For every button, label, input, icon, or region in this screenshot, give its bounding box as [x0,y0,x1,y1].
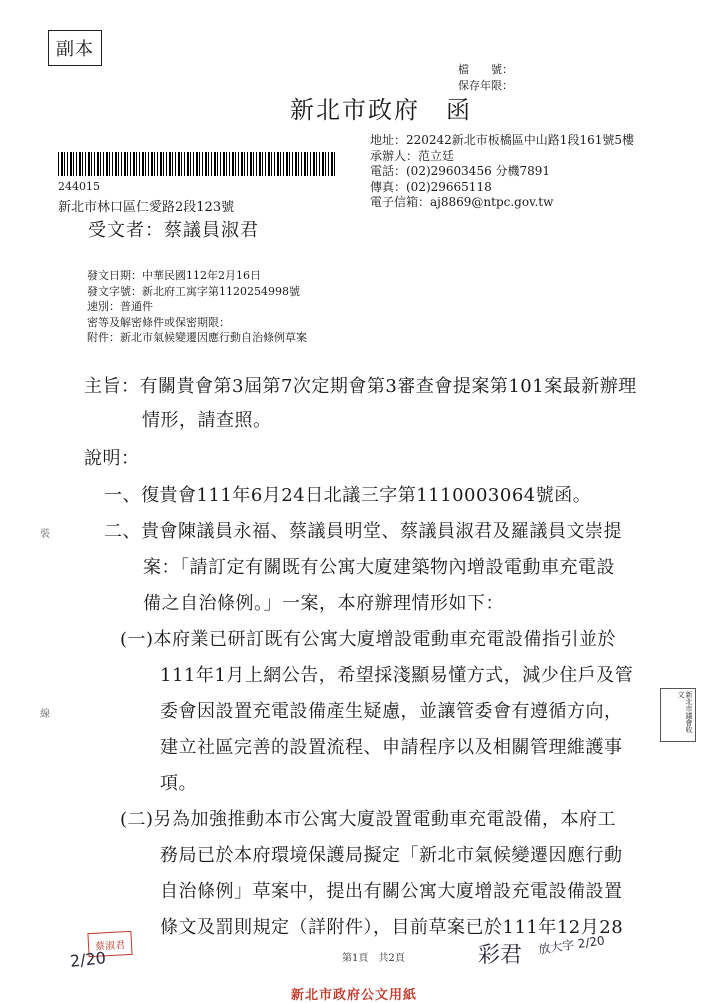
document-title: 新北市政府 函 [290,96,472,124]
sub-item-one-line-1: (一)本府業已研訂既有公寓大廈增設電動車充電設備指引並於 [120,629,617,650]
receiver-address: 新北市林口區仁愛路2段123號 [58,200,235,215]
red-seal-stamp: 蔡淑君 [87,931,132,957]
sub-item-two-line-1: (二)另為加強推動本市公寓大廈設置電動車充電設備，本府工 [120,809,617,830]
sub-item-two-line-2: 務局已於本府環境保護局擬定「新北市氣候變遷因應行動 [160,845,623,866]
explanation-label: 說明： [84,448,140,469]
sub-item-two-line-3: 自治條例」草案中，提出有關公寓大廈增設充電設備設置 [160,881,623,902]
document-number: 發文字號：新北府工寓字第1120254998號 [87,284,300,298]
security-level: 密等及解密條件或保密期限： [87,315,230,329]
item-two-line-3: 備之自治條例。」一案，本府辦理情形如下： [143,593,504,614]
sub-item-one-line-5: 項。 [160,773,197,794]
attachment: 附件：新北市氣候變遷因應行動自治條例草案 [87,331,307,344]
item-one: 一、復貴會111年6月24日北議三字第1110003064號函。 [104,485,592,506]
delivery-speed: 速別：普通件 [87,300,153,313]
contact-phone: 電話：(02)29603456 分機7891 [370,164,551,179]
retention-label: 保存年限： [458,79,513,92]
binding-mark: 裝 [40,529,50,540]
sub-item-two-line-4: 條文及罰則規定（詳附件），目前草案已於111年12月28 [160,917,624,938]
footer-label: 新北市政府公文用紙 [290,988,417,1003]
item-two-line-2: 案：「請訂定有關既有公寓大廈建築物內增設電動車充電設 [143,557,615,578]
sub-item-one-line-4: 建立社區完善的設置流程、申請程序以及相關管理維護事 [160,737,623,758]
document-meta [87,268,307,346]
contact-officer: 承辦人：范立廷 [370,148,455,163]
subject-line-1: 主旨：有關貴會第3屆第7次定期會第3審查會提案第101案最新辦理 [84,376,637,397]
issue-date: 發文日期：中華民國112年2月16日 [87,269,261,282]
file-number-label: 檔 號： [458,63,513,76]
sub-item-one-line-3: 委會因設置充電設備產生疑慮，並讓管委會有遵循方向， [160,701,623,722]
contact-block [370,133,634,211]
line-mark: 線 [40,709,50,720]
handwritten-note-right: 放大字 2/20 [537,933,606,957]
barcode [58,152,336,176]
contact-address: 地址：220242新北市板橋區中山路1段161號5樓 [370,133,634,147]
handwritten-date-left: 2/20 [69,948,107,971]
contact-fax: 傳真：(02)29665118 [370,179,492,194]
receipt-stamp: 新北市議會收文 [660,688,696,742]
subject-line-2: 情形，請查照。 [142,410,272,431]
handwritten-signature: 彩君 [478,943,523,968]
recipient: 受文者：蔡議員淑君 [88,220,259,241]
page-number: 第1頁 共2頁 [342,953,405,964]
sub-item-one-line-2: 111年1月上網公告，希望採淺顯易懂方式，減少住戶及管 [160,665,634,686]
barcode-number: 244015 [58,180,100,193]
copy-stamp: 副本 [48,30,102,66]
contact-email: 電子信箱：aj8869@ntpc.gov.tw [370,195,554,210]
item-two-line-1: 二、貴會陳議員永福、蔡議員明堂、蔡議員淑君及羅議員文崇提 [104,521,622,542]
